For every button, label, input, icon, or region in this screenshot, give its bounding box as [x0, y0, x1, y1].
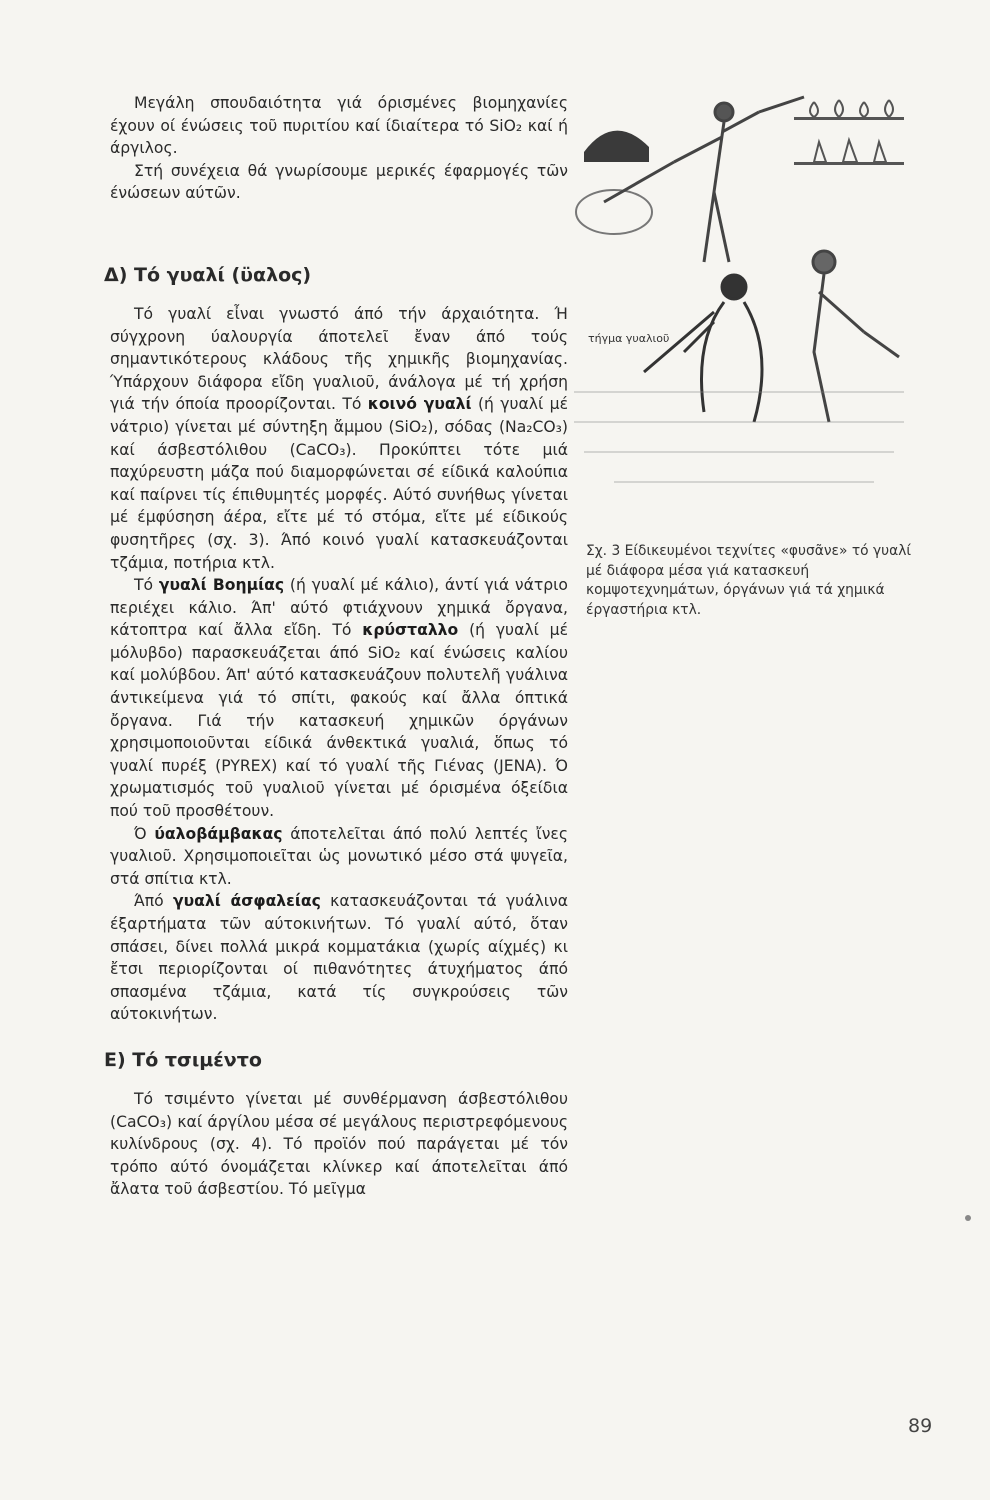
melt-label: τήγμα γυαλιοῦ: [588, 332, 670, 345]
main-text-column: [104, 92, 568, 1201]
glass-paragraph-3: [110, 823, 568, 891]
term-common-glass: κοινό γυαλί: [367, 395, 472, 414]
glass-paragraph-4-rest: κατασκευάζονται τά γυάλινα έξαρτήματα τῶν αύτοκινήτων. Τό γυαλί αύτό, ὅταν σπάσει, δίνει πολλά μικρά κομματάκια (χωρίς αίχμές) κι ἔτσι περιορίζονται οί πιθανότητες άτυχήματος άπό σπασμένα τζάμια, κατά τίς συγκρούσεις τῶν αύτοκινήτων.: [110, 892, 568, 1024]
glass-paragraph-2: Τό γυαλί Βοημίας (ή γυαλί μέ κάλιο), άντί γιά νάτριο περιέχει κάλιο. Άπ' αύτό φτιάχνουν χημικά ὄργανα, κάτοπτρα καί ἄλλα εἴδη. Τό κρύσταλλο (ή γυαλί μέ μόλυβδο) παρασκευάζεται άπό SiO₂ καί ένώσεις καλίου καί μολύβδου. Άπ' αύτό κατασκευάζουν πολυτελῆ γυάλινα άντικείμενα γιά τό σπίτι, φακούς καί ἄλλα όπτικά ὄργανα. Γιά τήν κατασκευή χημικῶν όργάνων χρησιμοποιοῦνται είδικά άνθεκτικά γυαλιά, ὅπως τό γυαλί πυρέξ (PYREX) καί τό γυαλί τῆς Γιένας (JENA). Ό χρωματισμός τοῦ γυαλιοῦ γίνεται μέ όρισμένα όξείδια πού τοῦ προσθέτουν.: [110, 576, 568, 821]
page-smudge: [965, 1215, 971, 1221]
term-bohemian-glass: γυαλί Βοημίας: [158, 576, 285, 595]
glass-paragraph-1-text: Τό γυαλί εἶναι γνωστό άπό τήν άρχαιότητα. Ή σύγχρονη ύαλουργία άποτελεῖ ἔναν άπό τούς σημαντικότερους κλάδους τῆς χημικῆς βιομηχανίας. Ύπάρχουν διάφορα εἴδη γυαλιοῦ, άνάλογα μέ τή χρήση γιά τήν όποία προορίζονται.: [110, 304, 568, 414]
glassblowers-illustration: [574, 92, 904, 522]
cement-paragraph-1: Τό τσιμέντο γίνεται μέ συνθέρμανση άσβεστόλιθου (CaCO₃) καί άργίλου μέσα σέ μεγάλους περιστρεφόμενους κυλίνδρους (σχ. 4). Τό προϊόν πού παράγεται μέ τόν τρόπο αύτό όνομάζεται κλίνκερ καί άποτελεῖται άπό ἄλατα τοῦ άσβεστίου. Τό μεῖγμα: [110, 1089, 568, 1199]
page-number: 89: [908, 1415, 933, 1437]
glass-paragraph-3-rest: άποτελεῖται άπό πολύ λεπτές ἴνες γυαλιοῦ. Χρησιμοποιεῖται ὡς μονωτικό μέσο στά ψυγεῖα, στά σπίτια κτλ.: [110, 824, 568, 888]
intro-paragraph-2: Στή συνέχεια θά γνωρίσουμε μερικές έφαρμογές τῶν ένώσεων αύτῶν.: [110, 161, 568, 203]
term-crystal: κρύσταλλο: [362, 621, 459, 640]
section-d-heading: Δ) Τό γυαλί (ϋαλος): [104, 263, 312, 286]
glass-paragraph-4-pre: Άπό: [134, 892, 164, 911]
glass-paragraph-4: [110, 890, 568, 1026]
section-e-heading: Ε) Τό τσιμέντο: [104, 1048, 262, 1071]
term-safety-glass: γυαλί άσφαλείας: [173, 892, 321, 911]
term-glass-wool: ύαλοβάμβακας: [154, 824, 283, 843]
glass-paragraph-1: Τό γυαλί εἶναι γνωστό άπό τήν άρχαιότητα. Ή σύγχρονη ύαλουργία άποτελεῖ ἔναν άπό τούς σημαντικότερους κλάδους τῆς χημικῆς βιομηχανίας. Ύπάρχουν διάφορα εἴδη γυαλιοῦ, άνάλογα μέ τή χρήση γιά τήν όποία προορίζονται. Τό κοινό γυαλί (ή γυαλί μέ νάτριο) γίνεται μέ σύντηξη ἄμμου (SiO₂), σόδας (Na₂CO₃) καί άσβεστόλιθου (CaCO₃). Προκύπτει τότε μιά παχύρευστη μάζα πού διαμορφώνεται σέ είδικά καλούπια καί παίρνει τίς έπιθυμητές μορφές. Αύτό συνήθως γίνεται μέ έμφύσηση άέρα, εἴτε μέ τό στόμα, εἴτε μέ είδικούς φυσητῆρες (σχ. 3). Άπό κοινό γυαλί κατασκευάζονται τζάμια, ποτήρια κτλ.: [110, 304, 568, 572]
glassblowers-drawing: [574, 92, 904, 522]
glass-paragraph-3-pre: Ό: [134, 824, 147, 843]
glass-paragraph-1-rest: (ή γυαλί μέ νάτριο) γίνεται μέ σύντηξη ἄμμου (SiO₂), σόδας (Na₂CO₃) καί άσβεστόλιθου (CaCO₃). Προκύπτει τότε μιά παχύρευστη μάζα πού διαμορφώνεται σέ είδικά καλούπια καί παίρνει τίς έπιθυμητές μορφές. Αύτό συνήθως γίνεται μέ έμφύσηση άέρα, εἴτε μέ τό στόμα, εἴτε μέ είδικούς φυσητῆρες (σχ. 3). Άπό κοινό γυαλί κατασκευάζονται τζάμια, ποτήρια κτλ.: [110, 395, 568, 572]
glass-paragraph-2-rest: (ή γυαλί μέ μόλυβδο) παρασκευάζεται άπό SiO₂ καί ένώσεις καλίου καί μολύβδου. Άπ' αύτό κατασκευάζουν πολυτελῆ γυάλινα άντικείμενα γιά τό σπίτι, φακούς καί ἄλλα όπτικά ὄργανα. Γιά τήν κατασκευή χημικῶν όργάνων χρησιμοποιοῦνται είδικά άνθεκτικά γυαλιά, ὅπως τό γυαλί πυρέξ (PYREX) καί τό γυαλί τῆς Γιένας (JENA). Ό χρωματισμός τοῦ γυαλιοῦ γίνεται μέ όρισμένα όξείδια πού τοῦ προσθέτουν.: [110, 621, 568, 821]
intro-paragraph-1: Μεγάλη σπουδαιότητα γιά όρισμένες βιομηχανίες έχουν οί ένώσεις τοῦ πυριτίου καί ίδιαίτερα τό SiO₂ καί ή άργιλος.: [110, 94, 568, 158]
glass-paragraph-2-mid: (ή γυαλί μέ κάλιο), άντί γιά νάτριο περιέχει κάλιο. Άπ' αύτό φτιάχνουν χημικά ὄργανα, κάτοπτρα καί ἄλλα εἴδη. Τό: [110, 576, 568, 640]
figure-caption: Σχ. 3 Είδικευμένοι τεχνίτες «φυσᾶνε» τό γυαλί μέ διάφορα μέσα γιά κατασκευή κομψοτεχνημάτων, όργάνων γιά τά χημικά έργαστήρια κτλ.: [586, 543, 912, 618]
